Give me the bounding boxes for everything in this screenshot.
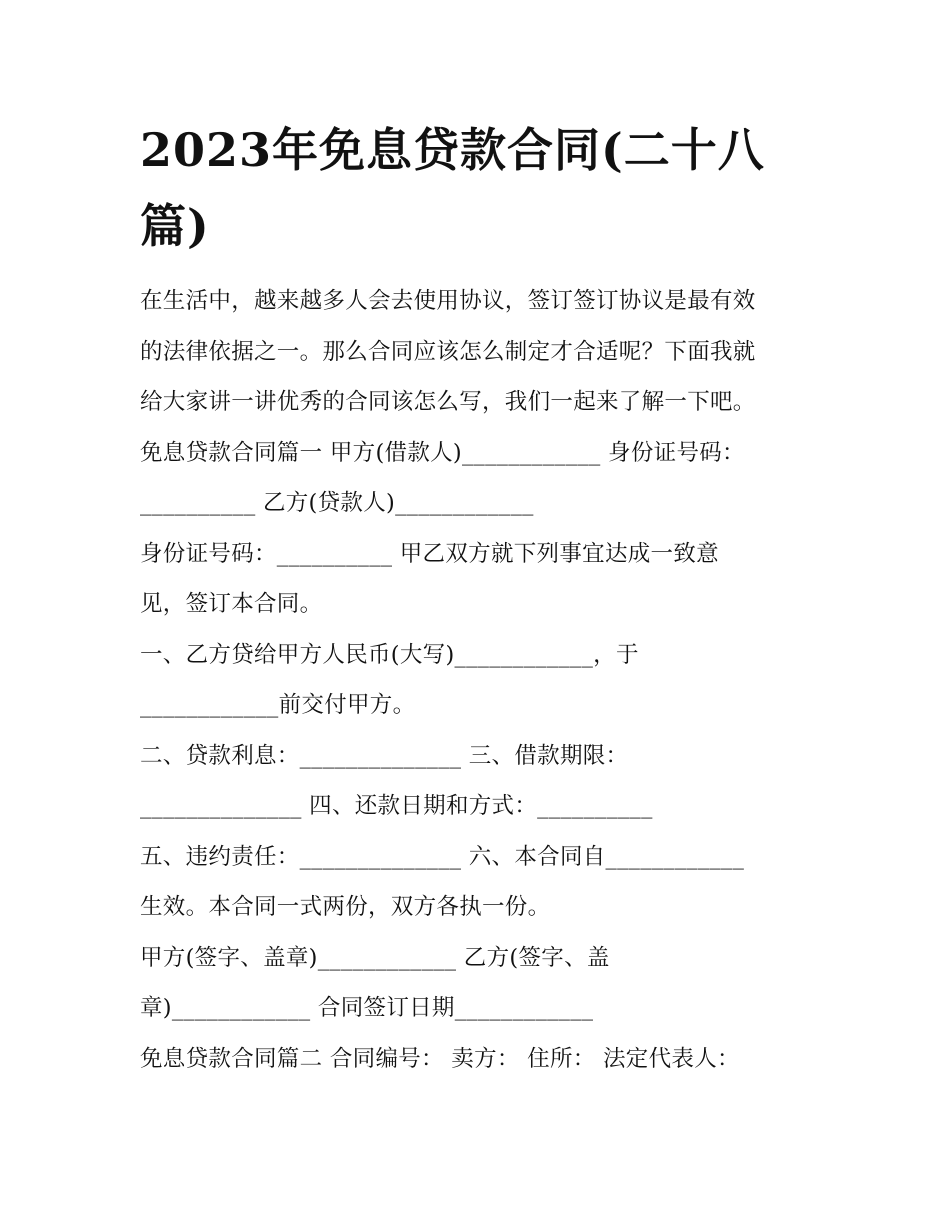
body-line: 免息贷款合同篇二 合同编号： 卖方： 住所： 法定代表人：	[140, 1045, 740, 1072]
body-line: ______________ 四、还款日期和方式：__________	[140, 793, 653, 819]
body-line: 五、违约责任：______________ 六、本合同自____________	[140, 843, 745, 870]
body-line: 章)____________ 合同签订日期____________	[140, 995, 594, 1021]
body-line: 见，签订本合同。	[140, 591, 323, 617]
body-line: 给大家讲一讲优秀的合同该怎么写，我们一起来了解一下吧。	[140, 389, 756, 415]
body-line: 在生活中，越来越多人会去使用协议，签订签订协议是最有效	[140, 288, 756, 314]
body-line: ____________前交付甲方。	[140, 692, 416, 718]
body-line: 免息贷款合同篇一 甲方(借款人)____________ 身份证号码：	[140, 439, 745, 466]
body-line: 的法律依据之一。那么合同应该怎么制定才合适呢？下面我就	[140, 338, 756, 365]
document-title: 2023年免息贷款合同(二十八篇)	[140, 123, 765, 253]
body-line: 二、贷款利息：______________ 三、借款期限：	[140, 742, 629, 769]
document-body	[140, 276, 840, 1084]
body-line: 一、乙方贷给甲方人民币(大写)____________，于	[140, 641, 639, 668]
body-line: __________ 乙方(贷款人)____________	[140, 490, 534, 516]
body-line: 甲方(签字、盖章)____________ 乙方(签字、盖	[140, 944, 610, 971]
body-line: 生效。本合同一式两份，双方各执一份。	[140, 894, 551, 920]
body-line: 身份证号码：__________ 甲乙双方就下列事宜达成一致意	[140, 540, 719, 567]
